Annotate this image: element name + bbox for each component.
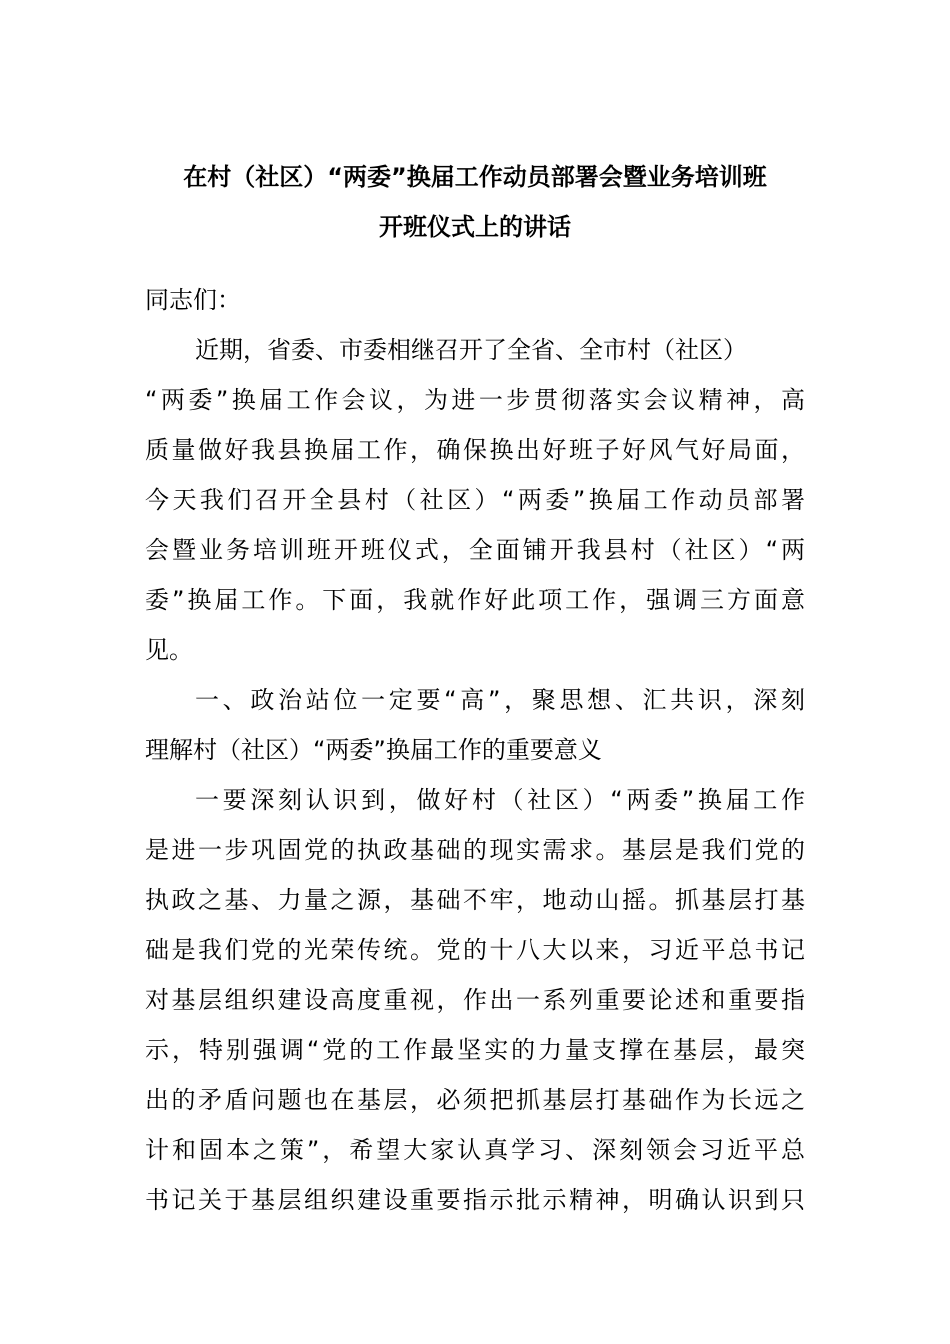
body-line: 近期，省委、市委相继召开了全省、全市村（社区） [195,336,747,364]
body-line: 示，特别强调“党的工作最坚实的力量支撑在基层，最突 [145,1036,805,1064]
body-line: 对基层组织建设高度重视，作出一系列重要论述和重要指 [145,986,805,1014]
document-title-line-2: 开班仪式上的讲话 [379,213,571,241]
body-line: 会暨业务培训班开班仪式，全面铺开我县村（社区）“两 [145,536,805,564]
body-line: 质量做好我县换届工作，确保换出好班子好风气好局面， [145,436,805,464]
section-heading-line: 理解村（社区）“两委”换届工作的重要意义 [145,736,602,764]
section-heading-line: 一、政治站位一定要“高”，聚思想、汇共识，深刻 [195,686,805,714]
body-line: “两委”换届工作会议，为进一步贯彻落实会议精神，高 [145,386,805,414]
body-line: 委”换届工作。下面，我就作好此项工作，强调三方面意 [145,586,805,614]
document-title-line-1: 在村（社区）“两委”换届工作动员部署会暨业务培训班 [183,163,767,191]
body-line: 书记关于基层组织建设重要指示批示精神，明确认识到只 [145,1186,805,1214]
salutation: 同志们： [145,286,241,314]
body-line: 今天我们召开全县村（社区）“两委”换届工作动员部署 [145,486,805,514]
body-line: 础是我们党的光荣传统。党的十八大以来，习近平总书记 [145,936,805,964]
body-line: 执政之基、力量之源，基础不牢，地动山摇。抓基层打基 [145,886,805,914]
body-line: 出的矛盾问题也在基层，必须把抓基层打基础作为长远之 [145,1086,805,1114]
body-line: 一要深刻认识到，做好村（社区）“两委”换届工作 [195,786,805,814]
body-line: 是进一步巩固党的执政基础的现实需求。基层是我们党的 [145,836,805,864]
body-line: 见。 [145,636,193,664]
body-line: 计和固本之策”，希望大家认真学习、深刻领会习近平总 [145,1136,805,1164]
